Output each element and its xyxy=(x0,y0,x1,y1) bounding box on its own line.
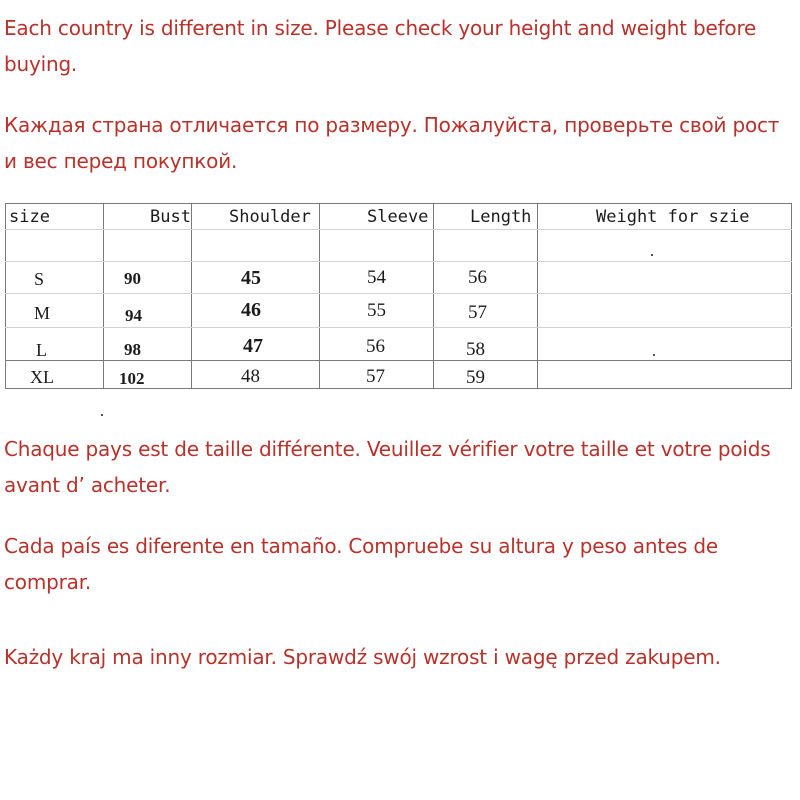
bust-value: 94 xyxy=(125,306,142,325)
length-value: 56 xyxy=(468,267,487,288)
column-divider xyxy=(103,203,104,389)
shoulder-value: 45 xyxy=(241,267,261,289)
table-border-right xyxy=(791,203,792,389)
column-divider xyxy=(191,203,192,389)
bust-value: 102 xyxy=(119,369,145,388)
bust-value: 98 xyxy=(124,340,141,359)
row-divider xyxy=(5,293,792,294)
speck-mark xyxy=(653,354,655,356)
notice-russian: Каждая страна отличается по размеру. Пожалуйста, проверьте свой рост и вес перед покупкой. xyxy=(4,113,780,173)
column-header-weight: Weight for szie xyxy=(596,207,750,227)
size-chart-table xyxy=(5,203,792,389)
size-label: M xyxy=(34,303,51,323)
size-label: L xyxy=(36,340,47,360)
notice-polish: Każdy kraj ma inny rozmiar. Sprawdź swój wzrost i wagę przed zakupem. xyxy=(4,645,721,669)
column-divider xyxy=(537,203,538,389)
column-header-bust: Bust xyxy=(150,207,191,227)
size-label: XL xyxy=(30,367,54,387)
column-divider xyxy=(319,203,320,389)
speck-mark xyxy=(651,254,653,256)
row-divider xyxy=(5,360,792,361)
column-header-shoulder: Shoulder xyxy=(229,207,311,227)
length-value: 59 xyxy=(466,367,485,388)
table-border-left xyxy=(5,203,6,389)
length-value: 57 xyxy=(468,302,487,323)
shoulder-value: 46 xyxy=(241,299,261,321)
size-label: S xyxy=(34,269,45,289)
table-border-top xyxy=(5,203,792,204)
sleeve-value: 57 xyxy=(366,366,385,387)
shoulder-value: 47 xyxy=(243,335,263,357)
column-header-size: size xyxy=(9,207,50,227)
notice-french: Chaque pays est de taille différente. Veuillez vérifier votre taille et votre poids avant d’ acheter. xyxy=(4,437,771,497)
sleeve-value: 55 xyxy=(367,300,386,321)
speck-mark xyxy=(101,414,103,416)
notice-spanish: Cada país es diferente en tamaño. Compruebe su altura y peso antes de comprar. xyxy=(4,534,719,594)
bust-value: 90 xyxy=(124,269,141,288)
notice-english: Each country is different in size. Please check your height and weight before buying. xyxy=(4,16,757,76)
column-divider xyxy=(433,203,434,389)
row-divider xyxy=(5,261,792,262)
length-value: 58 xyxy=(466,339,485,360)
row-divider xyxy=(5,327,792,328)
row-divider xyxy=(5,229,792,230)
column-header-length: Length xyxy=(470,207,532,227)
sleeve-value: 54 xyxy=(367,267,386,288)
column-header-sleeve: Sleeve xyxy=(367,207,429,227)
shoulder-value: 48 xyxy=(241,366,260,387)
sleeve-value: 56 xyxy=(366,336,385,357)
